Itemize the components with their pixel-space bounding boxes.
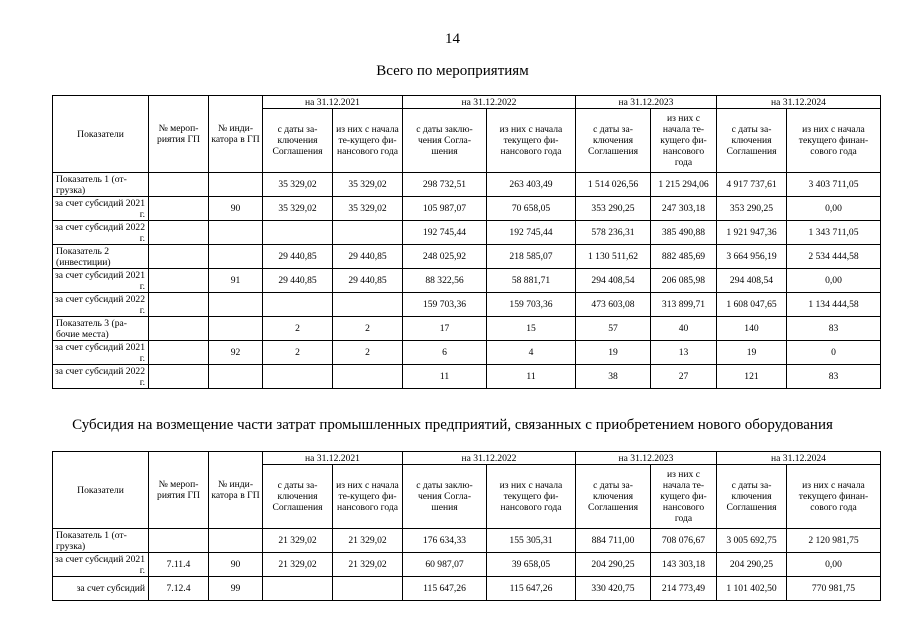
table1-body bbox=[53, 173, 881, 389]
header-gp-indicator-no: № инди-катора в ГП bbox=[209, 96, 263, 173]
header-2021-since-agreement: с даты за-ключения Соглашения bbox=[263, 465, 333, 529]
value-cell: 206 085,98 bbox=[651, 269, 717, 293]
table-row bbox=[53, 269, 881, 293]
value-cell: 88 322,56 bbox=[403, 269, 487, 293]
value-cell: 11 bbox=[403, 365, 487, 389]
value-cell: 1 514 026,56 bbox=[576, 173, 651, 197]
gp-event-cell: 7.12.4 bbox=[149, 577, 209, 601]
header-2024-since-agreement: с даты за-ключения Соглашения bbox=[717, 465, 787, 529]
value-cell: 708 076,67 bbox=[651, 529, 717, 553]
value-cell: 155 305,31 bbox=[487, 529, 576, 553]
gp-indicator-cell: 99 bbox=[209, 577, 263, 601]
value-cell: 1 215 294,06 bbox=[651, 173, 717, 197]
row-label: Показатель 1 (от-грузка) bbox=[53, 173, 149, 197]
header-2021-since-agreement: с даты за-ключения Соглашения bbox=[263, 109, 333, 173]
value-cell: 192 745,44 bbox=[403, 221, 487, 245]
value-cell: 35 329,02 bbox=[333, 173, 403, 197]
value-cell: 83 bbox=[787, 365, 881, 389]
gp-event-cell bbox=[149, 341, 209, 365]
gp-event-cell: 7.11.4 bbox=[149, 553, 209, 577]
value-cell: 143 303,18 bbox=[651, 553, 717, 577]
value-cell: 3 005 692,75 bbox=[717, 529, 787, 553]
value-cell: 35 329,02 bbox=[263, 173, 333, 197]
value-cell: 21 329,02 bbox=[333, 529, 403, 553]
header-gp-indicator-no: № инди-катора в ГП bbox=[209, 452, 263, 529]
table-row bbox=[53, 221, 881, 245]
value-cell: 121 bbox=[717, 365, 787, 389]
value-cell: 21 329,02 bbox=[263, 553, 333, 577]
value-cell: 1 608 047,65 bbox=[717, 293, 787, 317]
header-period-2021: на 31.12.2021 bbox=[263, 452, 403, 465]
value-cell: 6 bbox=[403, 341, 487, 365]
value-cell: 1 343 711,05 bbox=[787, 221, 881, 245]
row-label: Показатель 1 (от-грузка) bbox=[53, 529, 149, 553]
header-gp-event-no: № мероп-риятия ГП bbox=[149, 452, 209, 529]
value-cell: 353 290,25 bbox=[576, 197, 651, 221]
row-label: за счет субсидий bbox=[53, 577, 149, 601]
gp-event-cell bbox=[149, 221, 209, 245]
value-cell: 115 647,26 bbox=[403, 577, 487, 601]
row-label: за счет субсидий 2021 г. bbox=[53, 197, 149, 221]
value-cell: 38 bbox=[576, 365, 651, 389]
value-cell: 21 329,02 bbox=[263, 529, 333, 553]
value-cell: 4 bbox=[487, 341, 576, 365]
value-cell bbox=[333, 365, 403, 389]
value-cell: 140 bbox=[717, 317, 787, 341]
value-cell: 176 634,33 bbox=[403, 529, 487, 553]
value-cell: 15 bbox=[487, 317, 576, 341]
value-cell: 218 585,07 bbox=[487, 245, 576, 269]
value-cell bbox=[333, 293, 403, 317]
table-row bbox=[53, 245, 881, 269]
value-cell: 105 987,07 bbox=[403, 197, 487, 221]
table-row bbox=[53, 293, 881, 317]
value-cell: 192 745,44 bbox=[487, 221, 576, 245]
header-period-2024: на 31.12.2024 bbox=[717, 452, 881, 465]
value-cell: 60 987,07 bbox=[403, 553, 487, 577]
value-cell: 884 711,00 bbox=[576, 529, 651, 553]
header-indicators: Показатели bbox=[53, 96, 149, 173]
header-2023-since-agreement: с даты за-ключения Соглашения bbox=[576, 109, 651, 173]
value-cell: 294 408,54 bbox=[576, 269, 651, 293]
table-row bbox=[53, 317, 881, 341]
value-cell: 21 329,02 bbox=[333, 553, 403, 577]
value-cell: 0,00 bbox=[787, 269, 881, 293]
row-label: Показатель 2 (инвестиции) bbox=[53, 245, 149, 269]
section-title-all-events: Всего по мероприятиям bbox=[376, 63, 529, 79]
header-2022-since-agreement: с даты заклю-чения Согла-шения bbox=[403, 109, 487, 173]
gp-indicator-cell: 92 bbox=[209, 341, 263, 365]
gp-indicator-cell: 90 bbox=[209, 553, 263, 577]
value-cell: 35 329,02 bbox=[333, 197, 403, 221]
gp-indicator-cell: 91 bbox=[209, 269, 263, 293]
value-cell: 0,00 bbox=[787, 197, 881, 221]
value-cell: 29 440,85 bbox=[263, 269, 333, 293]
header-2023-since-agreement: с даты за-ключения Соглашения bbox=[576, 465, 651, 529]
header-period-2022: на 31.12.2022 bbox=[403, 96, 576, 109]
header-2022-since-agreement: с даты заклю-чения Согла-шения bbox=[403, 465, 487, 529]
value-cell: 83 bbox=[787, 317, 881, 341]
value-cell bbox=[263, 221, 333, 245]
value-cell: 204 290,25 bbox=[717, 553, 787, 577]
header-period-2022: на 31.12.2022 bbox=[403, 452, 576, 465]
value-cell: 40 bbox=[651, 317, 717, 341]
gp-event-cell bbox=[149, 173, 209, 197]
value-cell: 1 921 947,36 bbox=[717, 221, 787, 245]
value-cell: 58 881,71 bbox=[487, 269, 576, 293]
value-cell: 11 bbox=[487, 365, 576, 389]
header-period-2024: на 31.12.2024 bbox=[717, 96, 881, 109]
value-cell: 294 408,54 bbox=[717, 269, 787, 293]
value-cell: 19 bbox=[717, 341, 787, 365]
row-label: Показатель 3 (ра-бочие места) bbox=[53, 317, 149, 341]
header-2022-current-year: из них с начала текущего фи-нансового года bbox=[487, 109, 576, 173]
value-cell: 57 bbox=[576, 317, 651, 341]
header-period-2021: на 31.12.2021 bbox=[263, 96, 403, 109]
value-cell: 29 440,85 bbox=[333, 269, 403, 293]
value-cell: 115 647,26 bbox=[487, 577, 576, 601]
header-2024-current-year: из них с начала текущего финан-сового года bbox=[787, 465, 881, 529]
value-cell: 2 534 444,58 bbox=[787, 245, 881, 269]
table-row bbox=[53, 365, 881, 389]
value-cell: 2 bbox=[263, 341, 333, 365]
value-cell: 0,00 bbox=[787, 553, 881, 577]
row-label: за счет субсидий 2022 г. bbox=[53, 365, 149, 389]
value-cell: 27 bbox=[651, 365, 717, 389]
row-label: за счет субсидий 2022 г. bbox=[53, 293, 149, 317]
row-label: за счет субсидий 2021 г. bbox=[53, 269, 149, 293]
value-cell: 2 120 981,75 bbox=[787, 529, 881, 553]
value-cell: 35 329,02 bbox=[263, 197, 333, 221]
value-cell: 2 bbox=[333, 341, 403, 365]
header-2021-current-year: из них с начала те-кущего фи-нансового года bbox=[333, 109, 403, 173]
value-cell: 578 236,31 bbox=[576, 221, 651, 245]
value-cell: 313 899,71 bbox=[651, 293, 717, 317]
table-row bbox=[53, 173, 881, 197]
value-cell: 1 134 444,58 bbox=[787, 293, 881, 317]
value-cell: 385 490,88 bbox=[651, 221, 717, 245]
table-row bbox=[53, 341, 881, 365]
value-cell: 29 440,85 bbox=[263, 245, 333, 269]
header-period-2023: на 31.12.2023 bbox=[576, 96, 717, 109]
gp-indicator-cell bbox=[209, 173, 263, 197]
gp-indicator-cell bbox=[209, 245, 263, 269]
value-cell: 29 440,85 bbox=[333, 245, 403, 269]
gp-event-cell bbox=[149, 197, 209, 221]
value-cell: 248 025,92 bbox=[403, 245, 487, 269]
header-row-periods bbox=[53, 452, 881, 465]
gp-event-cell bbox=[149, 245, 209, 269]
value-cell: 3 403 711,05 bbox=[787, 173, 881, 197]
value-cell: 39 658,05 bbox=[487, 553, 576, 577]
value-cell: 1 130 511,62 bbox=[576, 245, 651, 269]
value-cell bbox=[263, 577, 333, 601]
header-2024-current-year: из них с начала текущего финан-сового года bbox=[787, 109, 881, 173]
header-indicators: Показатели bbox=[53, 452, 149, 529]
indicators-table-equipment-subsidy bbox=[52, 451, 881, 601]
table-row bbox=[53, 553, 881, 577]
gp-event-cell bbox=[149, 293, 209, 317]
table-row bbox=[53, 529, 881, 553]
value-cell: 159 703,36 bbox=[487, 293, 576, 317]
value-cell bbox=[333, 221, 403, 245]
value-cell: 70 658,05 bbox=[487, 197, 576, 221]
gp-event-cell bbox=[149, 269, 209, 293]
table-row bbox=[53, 197, 881, 221]
value-cell: 214 773,49 bbox=[651, 577, 717, 601]
value-cell: 353 290,25 bbox=[717, 197, 787, 221]
value-cell: 330 420,75 bbox=[576, 577, 651, 601]
header-2024-since-agreement: с даты за-ключения Соглашения bbox=[717, 109, 787, 173]
value-cell: 247 303,18 bbox=[651, 197, 717, 221]
gp-event-cell bbox=[149, 317, 209, 341]
table2-body bbox=[53, 529, 881, 601]
value-cell: 882 485,69 bbox=[651, 245, 717, 269]
gp-indicator-cell bbox=[209, 221, 263, 245]
gp-indicator-cell bbox=[209, 317, 263, 341]
header-2023-current-year: из них с начала те-кущего фи-нансового года bbox=[651, 465, 717, 529]
header-gp-event-no: № мероп-риятия ГП bbox=[149, 96, 209, 173]
header-2023-current-year: из них с начала те-кущего фи-нансового года bbox=[651, 109, 717, 173]
value-cell: 159 703,36 bbox=[403, 293, 487, 317]
value-cell: 770 981,75 bbox=[787, 577, 881, 601]
value-cell bbox=[333, 577, 403, 601]
gp-event-cell bbox=[149, 529, 209, 553]
value-cell: 0 bbox=[787, 341, 881, 365]
header-2022-current-year: из них с начала текущего фи-нансового года bbox=[487, 465, 576, 529]
value-cell: 3 664 956,19 bbox=[717, 245, 787, 269]
value-cell: 17 bbox=[403, 317, 487, 341]
header-row-periods bbox=[53, 96, 881, 109]
value-cell: 473 603,08 bbox=[576, 293, 651, 317]
value-cell: 2 bbox=[333, 317, 403, 341]
value-cell: 2 bbox=[263, 317, 333, 341]
table-row bbox=[53, 577, 881, 601]
value-cell: 298 732,51 bbox=[403, 173, 487, 197]
header-period-2023: на 31.12.2023 bbox=[576, 452, 717, 465]
value-cell: 204 290,25 bbox=[576, 553, 651, 577]
value-cell: 1 101 402,50 bbox=[717, 577, 787, 601]
header-2021-current-year: из них с начала те-кущего фи-нансового года bbox=[333, 465, 403, 529]
value-cell: 4 917 737,61 bbox=[717, 173, 787, 197]
indicators-table-all-events bbox=[52, 95, 881, 389]
section-title-equipment-subsidy: Субсидия на возмещение части затрат промышленных предприятий, связанных с приобретением нового оборудования bbox=[72, 417, 833, 433]
value-cell bbox=[263, 365, 333, 389]
page-number: 14 bbox=[445, 31, 460, 47]
value-cell bbox=[263, 293, 333, 317]
gp-indicator-cell bbox=[209, 293, 263, 317]
gp-indicator-cell: 90 bbox=[209, 197, 263, 221]
row-label: за счет субсидий 2021 г. bbox=[53, 341, 149, 365]
value-cell: 19 bbox=[576, 341, 651, 365]
row-label: за счет субсидий 2022 г. bbox=[53, 221, 149, 245]
value-cell: 263 403,49 bbox=[487, 173, 576, 197]
gp-event-cell bbox=[149, 365, 209, 389]
gp-indicator-cell bbox=[209, 529, 263, 553]
value-cell: 13 bbox=[651, 341, 717, 365]
gp-indicator-cell bbox=[209, 365, 263, 389]
row-label: за счет субсидий 2021 г. bbox=[53, 553, 149, 577]
